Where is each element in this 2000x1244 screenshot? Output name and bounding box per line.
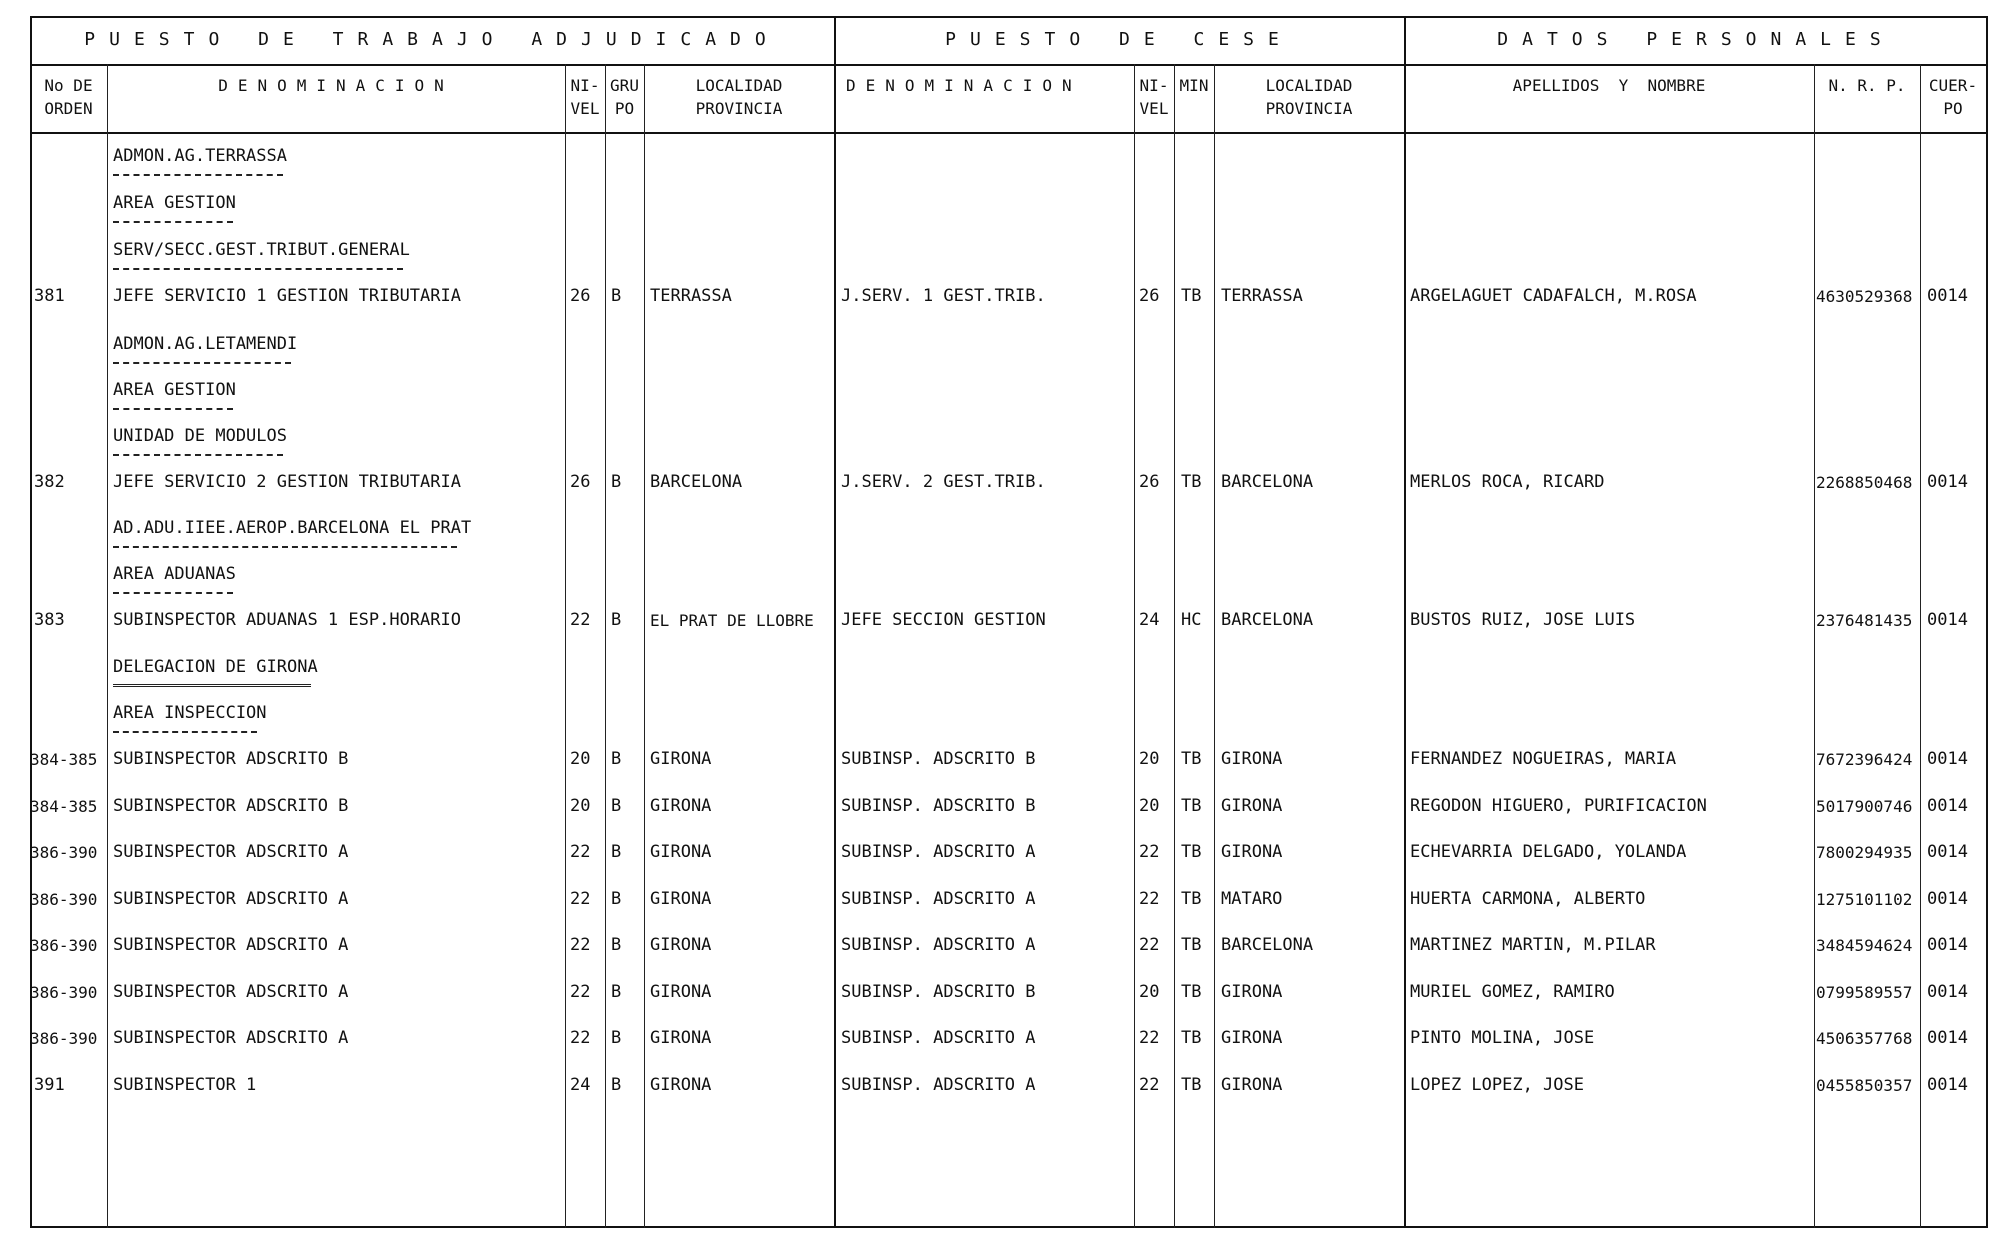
- header-personales: DATOS PERSONALES: [1497, 29, 1895, 50]
- min-cell: TB: [1181, 935, 1202, 955]
- localidad-cese-cell: GIRONA: [1221, 749, 1283, 769]
- localidad-cell: GIRONA: [650, 981, 712, 1002]
- nivel-cell: 20: [570, 749, 591, 769]
- section-title: UNIDAD DE MODULOS: [113, 426, 287, 446]
- col-header-denominacion: DENOMINACION: [218, 76, 454, 95]
- nrp-cell: 5017900746: [1816, 796, 1913, 816]
- localidad-cell: TERRASSA: [650, 286, 732, 306]
- denominacion-cell: JEFE SERVICIO 1 GESTION TRIBUTARIA: [113, 286, 461, 306]
- section-title: AREA GESTION: [113, 380, 236, 400]
- col-header-orden: No DE ORDEN: [44, 76, 93, 118]
- localidad-cese-cell: BARCELONA: [1221, 610, 1314, 630]
- section-underline-double: [113, 684, 311, 689]
- denominacion-cese-cell: SUBINSP. ADSCRITO A: [841, 842, 1036, 862]
- nivel-cese-cell: 26: [1139, 472, 1160, 492]
- col-sep-orden: [107, 64, 108, 1228]
- header-bottom-border: [30, 132, 1988, 134]
- nivel-cell: 22: [570, 842, 591, 862]
- table-right-border: [1986, 16, 1988, 1228]
- localidad-cese-cell: TERRASSA: [1221, 286, 1303, 306]
- localidad-cese-cell: GIRONA: [1221, 795, 1283, 816]
- col-header-nivel-cese: NI- VEL: [1139, 76, 1169, 118]
- denominacion-cese-cell: SUBINSP. ADSCRITO B: [841, 749, 1036, 769]
- table-bottom-border: [30, 1226, 1988, 1228]
- header-adjudicado: PUESTO DE TRABAJO ADJUDICADO: [84, 29, 780, 50]
- col-header-cuerpo: CUER- PO: [1928, 76, 1978, 118]
- localidad-cese-cell: BARCELONA: [1221, 935, 1314, 955]
- nivel-cese-cell: 20: [1139, 749, 1160, 769]
- orden-cell: 383: [34, 610, 65, 630]
- grupo-cell: B: [611, 888, 622, 909]
- section-underline: [113, 362, 291, 364]
- group-divider-cese: [834, 16, 836, 1228]
- nrp-cell: 1275101102: [1816, 889, 1913, 909]
- orden-cell: 384-385: [30, 750, 98, 769]
- nombre-cell: HUERTA CARMONA, ALBERTO: [1410, 888, 1646, 909]
- localidad-cese-cell: GIRONA: [1221, 981, 1283, 1002]
- grupo-cell: B: [611, 472, 622, 492]
- col-header-denominacion-cese: DENOMINACION: [846, 76, 1082, 95]
- localidad-cell: GIRONA: [650, 1028, 712, 1048]
- section-underline: [113, 174, 283, 176]
- orden-cell: 382: [34, 472, 65, 492]
- nivel-cell: 22: [570, 888, 591, 909]
- denominacion-cese-cell: J.SERV. 2 GEST.TRIB.: [841, 472, 1046, 492]
- section-title: AD.ADU.IIEE.AEROP.BARCELONA EL PRAT: [113, 518, 472, 538]
- cuerpo-cell: 0014: [1927, 935, 1968, 955]
- denominacion-cese-cell: SUBINSP. ADSCRITO A: [841, 888, 1036, 909]
- localidad-cell: GIRONA: [650, 888, 712, 909]
- col-header-min: MIN: [1179, 76, 1209, 95]
- col-sep-nivel: [605, 64, 606, 1228]
- section-underline: [113, 454, 283, 456]
- nombre-cell: MURIEL GOMEZ, RAMIRO: [1410, 981, 1615, 1002]
- nrp-cell: 7800294935: [1816, 843, 1913, 862]
- nombre-cell: FERNANDEZ NOGUEIRAS, MARIA: [1410, 749, 1677, 769]
- nrp-cell: 2376481435: [1816, 611, 1913, 630]
- grupo-cell: B: [611, 286, 622, 306]
- header-cese: PUESTO DE CESE: [945, 29, 1293, 50]
- localidad-cell: GIRONA: [650, 749, 712, 769]
- nivel-cese-cell: 22: [1139, 842, 1160, 862]
- grupo-cell: B: [611, 795, 622, 816]
- localidad-cese-cell: MATARO: [1221, 888, 1283, 909]
- cuerpo-cell: 0014: [1927, 472, 1968, 492]
- localidad-cese-cell: BARCELONA: [1221, 472, 1314, 492]
- col-sep-nrp: [1920, 64, 1921, 1228]
- cuerpo-cell: 0014: [1927, 1074, 1968, 1095]
- grupo-cell: B: [611, 842, 622, 862]
- col-sep-denominacion-cese: [1134, 64, 1135, 1228]
- grupo-cell: B: [611, 1074, 622, 1095]
- cuerpo-cell: 0014: [1927, 888, 1968, 909]
- cuerpo-cell: 0014: [1927, 981, 1968, 1002]
- orden-cell: 384-385: [30, 796, 98, 816]
- nivel-cell: 22: [570, 1028, 591, 1048]
- localidad-cell: EL PRAT DE LLOBRE: [650, 611, 814, 630]
- denominacion-cell: SUBINSPECTOR ADSCRITO A: [113, 981, 349, 1002]
- localidad-cell: GIRONA: [650, 935, 712, 955]
- orden-cell: 386-390: [30, 843, 98, 862]
- section-title: AREA GESTION: [113, 193, 236, 213]
- nrp-cell: 2268850468: [1816, 473, 1913, 492]
- denominacion-cese-cell: SUBINSP. ADSCRITO A: [841, 935, 1036, 955]
- nivel-cese-cell: 22: [1139, 1074, 1160, 1095]
- nivel-cese-cell: 22: [1139, 888, 1160, 909]
- table-top-border: [30, 16, 1988, 18]
- section-title: ADMON.AG.LETAMENDI: [113, 334, 298, 354]
- cuerpo-cell: 0014: [1927, 795, 1968, 816]
- nivel-cell: 26: [570, 472, 591, 492]
- denominacion-cese-cell: J.SERV. 1 GEST.TRIB.: [841, 286, 1046, 306]
- nivel-cese-cell: 20: [1139, 795, 1160, 816]
- nivel-cell: 26: [570, 286, 591, 306]
- nrp-cell: 4630529368: [1816, 287, 1913, 306]
- min-cell: TB: [1181, 981, 1202, 1002]
- localidad-cell: BARCELONA: [650, 472, 743, 492]
- min-cell: TB: [1181, 888, 1202, 909]
- section-title: AREA ADUANAS: [113, 564, 236, 584]
- nivel-cell: 22: [570, 981, 591, 1002]
- section-underline: [113, 268, 403, 270]
- nrp-cell: 4506357768: [1816, 1029, 1913, 1048]
- denominacion-cese-cell: SUBINSP. ADSCRITO A: [841, 1028, 1036, 1048]
- orden-cell: 386-390: [30, 1029, 98, 1048]
- denominacion-cell: SUBINSPECTOR ADSCRITO A: [113, 842, 349, 862]
- cuerpo-cell: 0014: [1927, 1028, 1968, 1048]
- group-divider-personales: [1404, 16, 1406, 1228]
- orden-cell: 381: [34, 286, 65, 306]
- orden-cell: 386-390: [30, 982, 98, 1002]
- section-title: ADMON.AG.TERRASSA: [113, 146, 287, 166]
- col-sep-grupo: [644, 64, 645, 1228]
- section-underline: [113, 731, 257, 733]
- orden-cell: 391: [34, 1074, 65, 1095]
- nivel-cell: 24: [570, 1074, 591, 1095]
- nivel-cese-cell: 22: [1139, 935, 1160, 955]
- cuerpo-cell: 0014: [1927, 842, 1968, 862]
- nivel-cell: 20: [570, 795, 591, 816]
- localidad-cese-cell: GIRONA: [1221, 1028, 1283, 1048]
- min-cell: TB: [1181, 1074, 1202, 1095]
- denominacion-cese-cell: SUBINSP. ADSCRITO B: [841, 981, 1036, 1002]
- cuerpo-cell: 0014: [1927, 749, 1968, 769]
- cuerpo-cell: 0014: [1927, 286, 1968, 306]
- col-sep-denominacion: [565, 64, 566, 1228]
- col-header-nivel: NI- VEL: [570, 76, 600, 118]
- nrp-cell: 3484594624: [1816, 936, 1913, 955]
- nivel-cell: 22: [570, 610, 591, 630]
- grupo-cell: B: [611, 1028, 622, 1048]
- section-title: DELEGACION DE GIRONA: [113, 657, 318, 677]
- nombre-cell: ARGELAGUET CADAFALCH, M.ROSA: [1410, 286, 1697, 306]
- denominacion-cell: SUBINSPECTOR 1: [113, 1074, 257, 1095]
- nivel-cell: 22: [570, 935, 591, 955]
- grupo-cell: B: [611, 610, 622, 630]
- orden-cell: 386-390: [30, 889, 98, 909]
- denominacion-cell: JEFE SERVICIO 2 GESTION TRIBUTARIA: [113, 472, 461, 492]
- localidad-cell: GIRONA: [650, 842, 712, 862]
- col-sep-nivel-cese: [1174, 64, 1175, 1228]
- denominacion-cese-cell: JEFE SECCION GESTION: [841, 610, 1046, 630]
- nivel-cese-cell: 22: [1139, 1028, 1160, 1048]
- col-header-localidad-cese: LOCALIDAD PROVINCIA: [1265, 76, 1353, 118]
- nombre-cell: ECHEVARRIA DELGADO, YOLANDA: [1410, 842, 1687, 862]
- nombre-cell: MERLOS ROCA, RICARD: [1410, 472, 1605, 492]
- denominacion-cell: SUBINSPECTOR ADSCRITO A: [113, 888, 349, 909]
- localidad-cese-cell: GIRONA: [1221, 842, 1283, 862]
- section-title: AREA INSPECCION: [113, 703, 267, 723]
- denominacion-cese-cell: SUBINSP. ADSCRITO A: [841, 1074, 1036, 1095]
- nivel-cese-cell: 26: [1139, 286, 1160, 306]
- cuerpo-cell: 0014: [1927, 610, 1968, 630]
- min-cell: TB: [1181, 749, 1202, 769]
- col-sep-apellidos: [1814, 64, 1815, 1228]
- nombre-cell: BUSTOS RUIZ, JOSE LUIS: [1410, 610, 1636, 630]
- min-cell: TB: [1181, 842, 1202, 862]
- section-underline: [113, 221, 233, 223]
- denominacion-cell: SUBINSPECTOR ADSCRITO B: [113, 749, 349, 769]
- localidad-cell: GIRONA: [650, 795, 712, 816]
- nrp-cell: 7672396424: [1816, 750, 1913, 769]
- header-group-divider: [30, 64, 1988, 66]
- nombre-cell: PINTO MOLINA, JOSE: [1410, 1028, 1595, 1048]
- denominacion-cese-cell: SUBINSP. ADSCRITO B: [841, 795, 1036, 816]
- localidad-cese-cell: GIRONA: [1221, 1074, 1283, 1095]
- nombre-cell: LOPEZ LOPEZ, JOSE: [1410, 1074, 1584, 1095]
- personnel-table: [30, 16, 1988, 1228]
- nrp-cell: 0799589557: [1816, 982, 1913, 1002]
- nivel-cese-cell: 24: [1139, 610, 1160, 630]
- denominacion-cell: SUBINSPECTOR ADUANAS 1 ESP.HORARIO: [113, 610, 461, 630]
- min-cell: TB: [1181, 1028, 1202, 1048]
- col-sep-min: [1214, 64, 1215, 1228]
- col-header-nrp: N. R. P.: [1828, 76, 1906, 95]
- section-title: SERV/SECC.GEST.TRIBUT.GENERAL: [113, 240, 410, 260]
- min-cell: TB: [1181, 472, 1202, 492]
- section-underline: [113, 408, 233, 410]
- grupo-cell: B: [611, 749, 622, 769]
- grupo-cell: B: [611, 935, 622, 955]
- col-header-grupo: GRU PO: [610, 76, 639, 118]
- nombre-cell: REGODON HIGUERO, PURIFICACION: [1410, 795, 1707, 816]
- min-cell: TB: [1181, 286, 1202, 306]
- section-underline: [113, 592, 233, 594]
- denominacion-cell: SUBINSPECTOR ADSCRITO A: [113, 935, 349, 955]
- section-underline: [113, 546, 457, 548]
- col-header-apellidos: APELLIDOS Y NOMBRE: [1512, 76, 1706, 95]
- nrp-cell: 0455850357: [1816, 1075, 1913, 1095]
- denominacion-cell: SUBINSPECTOR ADSCRITO A: [113, 1028, 349, 1048]
- orden-cell: 386-390: [30, 936, 98, 955]
- min-cell: HC: [1181, 610, 1202, 630]
- localidad-cell: GIRONA: [650, 1074, 712, 1095]
- col-header-localidad: LOCALIDAD PROVINCIA: [695, 76, 783, 118]
- min-cell: TB: [1181, 795, 1202, 816]
- nivel-cese-cell: 20: [1139, 981, 1160, 1002]
- denominacion-cell: SUBINSPECTOR ADSCRITO B: [113, 795, 349, 816]
- grupo-cell: B: [611, 981, 622, 1002]
- nombre-cell: MARTINEZ MARTIN, M.PILAR: [1410, 935, 1656, 955]
